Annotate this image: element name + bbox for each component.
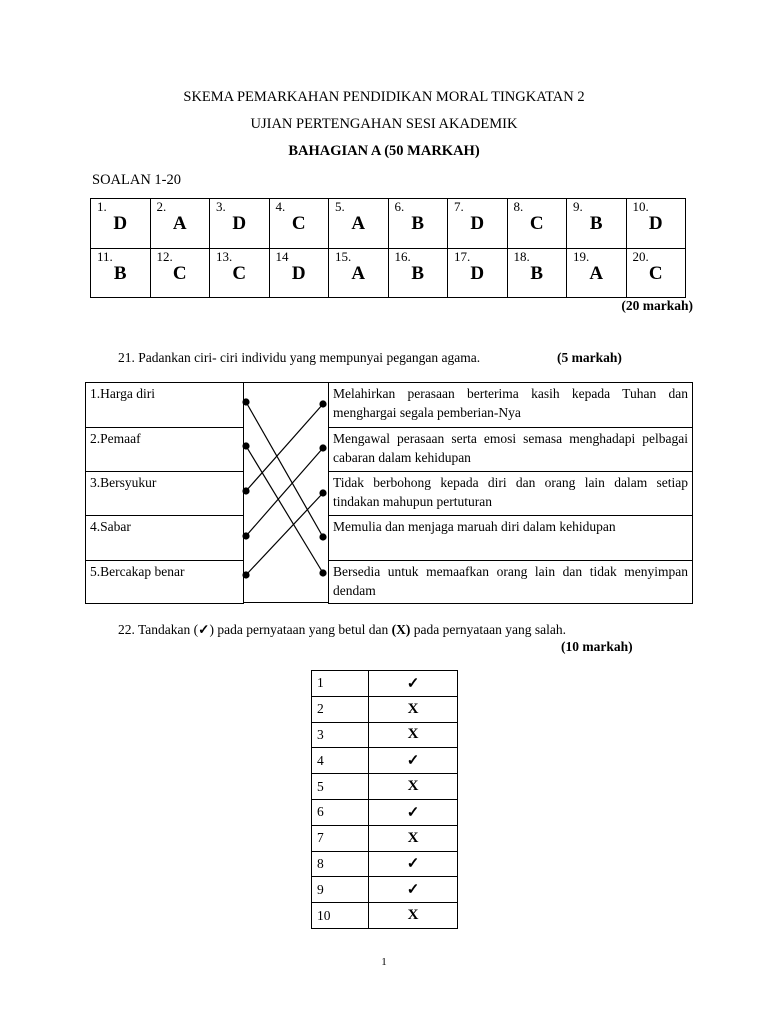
answer-cell — [626, 248, 686, 298]
matching-connector-column — [243, 382, 329, 603]
tf-row — [312, 671, 458, 697]
cross-mark: X — [369, 696, 458, 722]
tf-number: 10 — [312, 903, 369, 929]
check-mark-icon: ✓ — [369, 851, 458, 877]
question-number: 20. — [632, 248, 649, 264]
answer-cell — [388, 199, 448, 249]
check-mark-icon: ✓ — [369, 671, 458, 697]
answer-cell — [210, 199, 270, 249]
tf-number: 6 — [312, 799, 369, 825]
question-number: 4. — [275, 199, 286, 214]
answer-grid — [90, 198, 686, 298]
question-number: 10. — [632, 199, 649, 214]
answer-cell — [567, 199, 627, 249]
answer-letter: C — [529, 213, 544, 234]
answer-letter: D — [648, 213, 663, 234]
tf-row — [312, 722, 458, 748]
answer-cell — [329, 199, 389, 249]
page-number: 1 — [381, 956, 387, 968]
match-right-item: Tidak berbohong kepada diri dan orang lain dalam setiap tindakan mahupun pertuturan — [328, 471, 693, 516]
answer-cell — [567, 248, 627, 298]
match-right-item: Memulia dan menjaga maruah diri dalam kehidupan — [328, 515, 693, 561]
answer-letter: A — [172, 213, 187, 234]
question-number: 5. — [335, 199, 345, 214]
answer-letter: B — [589, 213, 603, 234]
match-left-item: 5.Bercakap benar — [85, 560, 244, 604]
question-number: 11. — [97, 248, 113, 264]
answer-letter: A — [351, 262, 366, 284]
document-subtitle: UJIAN PERTENGAHAN SESI AKADEMIK — [250, 116, 518, 132]
tf-number: 5 — [312, 774, 369, 800]
match-right-item: Bersedia untuk memaafkan orang lain dan tidak menyimpan dendam — [328, 560, 693, 604]
answer-letter: A — [351, 213, 366, 234]
question-number: 2. — [156, 199, 167, 214]
answer-cell — [626, 199, 686, 249]
answer-cell — [150, 248, 210, 298]
section-heading: BAHAGIAN A (50 MARKAH) — [288, 143, 480, 159]
tf-row — [312, 903, 458, 929]
answer-cell — [269, 248, 329, 298]
q22-question-part-a: 22. Tandakan ( — [118, 622, 199, 637]
question-number: 7. — [454, 199, 464, 214]
question-number: 3. — [216, 199, 226, 214]
answer-letter: C — [172, 262, 187, 284]
tf-row — [312, 696, 458, 722]
cross-mark: X — [369, 825, 458, 851]
check-mark-icon: ✓ — [369, 748, 458, 774]
answer-letter: D — [291, 262, 306, 284]
answer-cell — [507, 199, 567, 249]
answer-letter: D — [470, 213, 485, 234]
tf-number: 9 — [312, 877, 369, 903]
q22-question — [118, 622, 566, 638]
tf-number: 8 — [312, 851, 369, 877]
question-number: 19. — [573, 248, 590, 264]
answer-letter: A — [589, 262, 604, 284]
question-number: 15. — [335, 248, 352, 264]
q22-question-part-b: ) pada pernyataan yang betul dan — [209, 622, 392, 637]
tf-row — [312, 774, 458, 800]
match-right-item: Melahirkan perasaan berterima kasih kepada Tuhan dan menghargai segala pemberian-Nya — [328, 382, 693, 428]
question-number: 1. — [97, 199, 107, 214]
match-left-item: 1.Harga diri — [85, 382, 244, 428]
tick-symbol: ✓ — [198, 622, 210, 637]
cross-symbol: (X) — [391, 622, 411, 637]
question-number: 8. — [513, 199, 524, 214]
question-number: 13. — [216, 248, 233, 264]
section-a-marks: (20 markah) — [621, 298, 693, 313]
question-number: 16. — [394, 248, 411, 264]
answer-cell — [329, 248, 389, 298]
question-number: 17. — [454, 248, 471, 264]
tf-row — [312, 799, 458, 825]
tf-row — [312, 851, 458, 877]
q22-marks: (10 markah) — [561, 639, 633, 654]
tf-number: 3 — [312, 722, 369, 748]
answer-letter: B — [411, 213, 425, 234]
match-right-item: Mengawal perasaan serta emosi semasa menghadapi pelbagai cabaran dalam kehidupan — [328, 427, 693, 472]
match-left-item: 3.Bersyukur — [85, 471, 244, 516]
tf-row — [312, 748, 458, 774]
question-number: 12. — [156, 248, 173, 264]
true-false-table — [311, 670, 458, 929]
q21-marks: (5 markah) — [557, 350, 622, 365]
answer-letter: C — [648, 262, 663, 284]
answer-cell — [150, 199, 210, 249]
tf-number: 2 — [312, 696, 369, 722]
answer-cell — [91, 199, 151, 249]
answer-cell — [91, 248, 151, 298]
answer-letter: B — [411, 262, 425, 284]
match-left-item: 4.Sabar — [85, 515, 244, 561]
cross-mark: X — [369, 903, 458, 929]
tf-row — [312, 825, 458, 851]
question-number: 14 — [275, 248, 289, 264]
question-number: 18. — [513, 248, 530, 264]
check-mark-icon: ✓ — [369, 799, 458, 825]
answer-cell — [448, 248, 508, 298]
cross-mark: X — [369, 774, 458, 800]
answer-letter: C — [232, 262, 247, 284]
answer-cell — [269, 199, 329, 249]
tf-row — [312, 877, 458, 903]
answer-cell — [507, 248, 567, 298]
tf-number: 7 — [312, 825, 369, 851]
answer-row — [91, 248, 686, 298]
answer-letter: C — [291, 213, 306, 234]
question-number: 9. — [573, 199, 583, 214]
q22-question-part-c: pada pernyataan yang salah. — [410, 622, 566, 637]
section-a-label: SOALAN 1-20 — [92, 172, 182, 188]
answer-cell — [388, 248, 448, 298]
question-number: 6. — [394, 199, 405, 214]
answer-letter: D — [113, 213, 128, 234]
answer-cell — [210, 248, 270, 298]
tf-number: 1 — [312, 671, 369, 697]
cross-mark: X — [369, 722, 458, 748]
q21-question: 21. Padankan ciri- ciri individu yang mempunyai pegangan agama. — [118, 350, 481, 365]
document-title: SKEMA PEMARKAHAN PENDIDIKAN MORAL TINGKATAN 2 — [183, 89, 585, 105]
answer-letter: B — [530, 262, 544, 284]
tf-number: 4 — [312, 748, 369, 774]
answer-letter: D — [470, 262, 485, 284]
match-left-item: 2.Pemaaf — [85, 427, 244, 472]
answer-letter: D — [232, 213, 247, 234]
check-mark-icon: ✓ — [369, 877, 458, 903]
answer-row — [91, 199, 686, 249]
answer-letter: B — [113, 262, 127, 284]
answer-cell — [448, 199, 508, 249]
